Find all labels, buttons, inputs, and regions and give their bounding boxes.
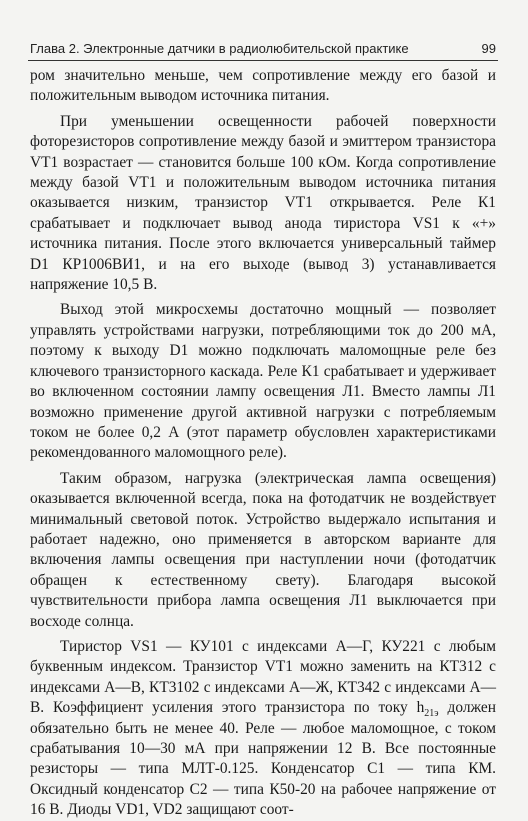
paragraph-continuation: ром значительно меньше, чем сопротивление между его базой и положительным выводом источника питания. — [30, 67, 496, 105]
page-header — [30, 36, 496, 56]
gain-subscript: 21э — [424, 708, 439, 720]
chapter-title: Глава 2. Электронные датчики в радиолюбительской практике — [30, 41, 409, 56]
header-rule — [28, 60, 498, 61]
paragraph: Таким образом, нагрузка (электрическая лампа освещения) оказывается включенной всегда, пока на фотодатчик не воздействует минимальный световой поток. Устройство выдержало испытания и работает надежно, оно применяется в авторском варианте для включения лампы освещения при наступлении ночи (фотодатчик обращен к естественному свету). Благодаря высокой чувствительности прибора лампа освещения Л1 выключается при восходе солнца. — [30, 469, 496, 630]
paragraph: Выход этой микросхемы достаточно мощный — позволяет управлять устройствами нагрузки, потребляющими ток до 200 мА, поэтому к выходу D1 можно подключать маломощные реле без ключевого транзисторного каскада. Реле К1 срабатывает и удерживает во включенном состоянии лампу освещения Л1. Вместо лампы Л1 возможно применение другой активной нагрузки с потребляемым током не более 0,2 А (этот параметр обусловлен характеристиками рекомендованного маломощного реле). — [30, 301, 496, 462]
body-text — [30, 66, 496, 821]
page-number: 99 — [481, 41, 496, 56]
components-text-part2: должен обязательно быть не менее 40. Реле — любое маломощное, с током срабатывания 10—30 мА при напряжении 12 В. Все постоянные резисторы — типа МЛТ-0.125. Конденсатор С1 — типа КМ. Оксидный конденсатор С2 — типа К50-20 на рабочее напряжение от 16 В. Диоды VD1, VD2 защищают соот- — [30, 699, 496, 819]
components-text-part1: Тиристор VS1 — КУ101 с индексами А—Г, КУ221 с любым буквенным индексом. Транзистор VT1 можно заменить на КТ312 с индексами А—В, КТ3102 с индексами А—Ж, КТ342 с индексами А—В. Коэффициент усиления этого транзистора по току h — [30, 637, 496, 717]
paragraph-components — [30, 637, 496, 821]
paragraph: При уменьшении освещенности рабочей поверхности фоторезисторов сопротивление между базой и эмиттером транзистора VT1 возрастает — становится больше 100 кОм. Когда сопротивление между базой VT1 и положительным выводом источника питания оказывается низким, транзистор VT1 открывается. Реле К1 срабатывает и подключает вывод анода тиристора VS1 к «+» источника питания. После этого включается универсальный таймер D1 КР1006ВИ1, и на его выходе (вывод 3) устанавливается напряжение 10,5 В. — [30, 112, 496, 294]
